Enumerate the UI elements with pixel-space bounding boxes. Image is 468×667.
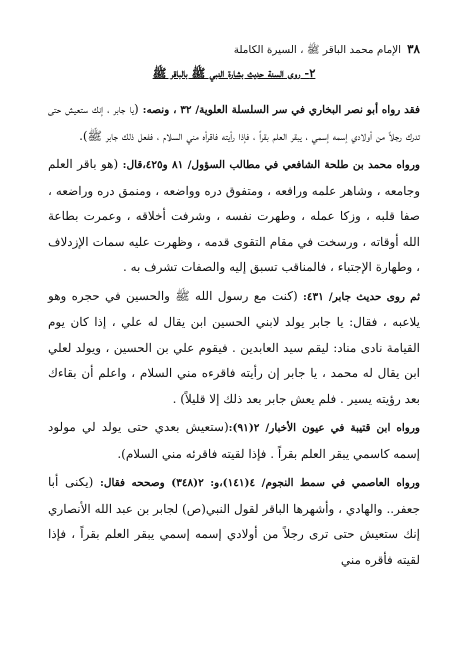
paragraph-text: (ستعيش بعدي حتى يولد لي مولود إسمه كاسمي يبقر العلم بقراً . فإذا لقيته فاقرئه مني السلام). [48,420,420,461]
paragraph-text: (يكنى أبا جعفر.. والهادي ، وأشهرها الباقر لقول النبي(ص) لجابر بن عبد الله الأنصاري إنك ستعيش حتى ترى رجلاً من أولادي إسمه إسمي يبقر العلم بقراً ، فإذا لقيته فأقره مني [48,475,420,567]
paragraph-lead: ورواه محمد بن طلحة الشافعي في مطالب السؤول/ ٨١ و٤٢٥،قال: [122,159,420,171]
paragraph-lead: ثم روى حديث جابر/ ٤٣١: [302,290,420,303]
page-header [48,42,420,60]
paragraph [48,284,420,413]
paragraph [48,415,420,467]
paragraph-text: (هو باقر العلم وجامعه ، وشاهر علمه ورافعه ، ومتفوق دره وواضعه ، ومنمق دره وراضعه ، صفا قلبه ، وزكا عمله ، وطهرت نفسه ، وشرفت أخلاقه ، وعمرت بطاعة الله أوقاته ، ورسخت في مقام التقوى قدمه ، وظهرت عليه سمات الإزدلاف ، وطهارة الإجتباء ، فالمناقب تسبق إليه والصفات تشرف به . [48,157,420,274]
section-title: ٢- روى السنة حديث بشارة النبي ﷺ بالباقر ﷺ [152,66,316,80]
paragraph-lead: ورواه ابن قتيبة في عيون الأخبار/ ٢(٩١): [228,422,421,434]
paragraph-lead: فقد رواه أبو نصر البخاري في سر السلسلة العلوية/ ٣٢ ، ونصه: [142,104,421,116]
paragraph [48,97,420,149]
running-title: الإمام محمد الباقر ﷺ ، السيرة الكاملة [233,44,402,56]
paragraph [48,152,420,281]
paragraph-text: (كنت مع رسول الله ﷺ والحسين في حجره وهو يلاعبه ، فقال: يا جابر يولد لابني الحسين ابن يقال له علي ، إذا كان يوم القيامة نادى مناد: ليقم سيد العابدين . فيقوم علي بن الحسين ، ويولد لعلي ابن يقال له محمد ، يا جابر إن رأيته فاقرءه مني السلام ، واعلم أن بقاءك بعد رؤيته يسير . فلم يعش جابر بعد ذلك إلا قليلاً) . [48,288,420,406]
paragraph-lead: ورواه العاصمي في سمط النجوم/ ٤(١٤١)،و: ٢(٣٤٨) وصححه فقال: [99,477,420,489]
paragraph [48,470,420,573]
paragraph-text: (يا جابر ، إنك ستعيش حتى تدرك رجلاً من أولادي إسمه إسمي ، يبقر العلم بقراً ، فإذا رأيته فاقرأه مني السلام ، ففعل ذلك جابر ﷺ). [48,102,420,143]
page-number: ٣٨ [407,42,420,56]
